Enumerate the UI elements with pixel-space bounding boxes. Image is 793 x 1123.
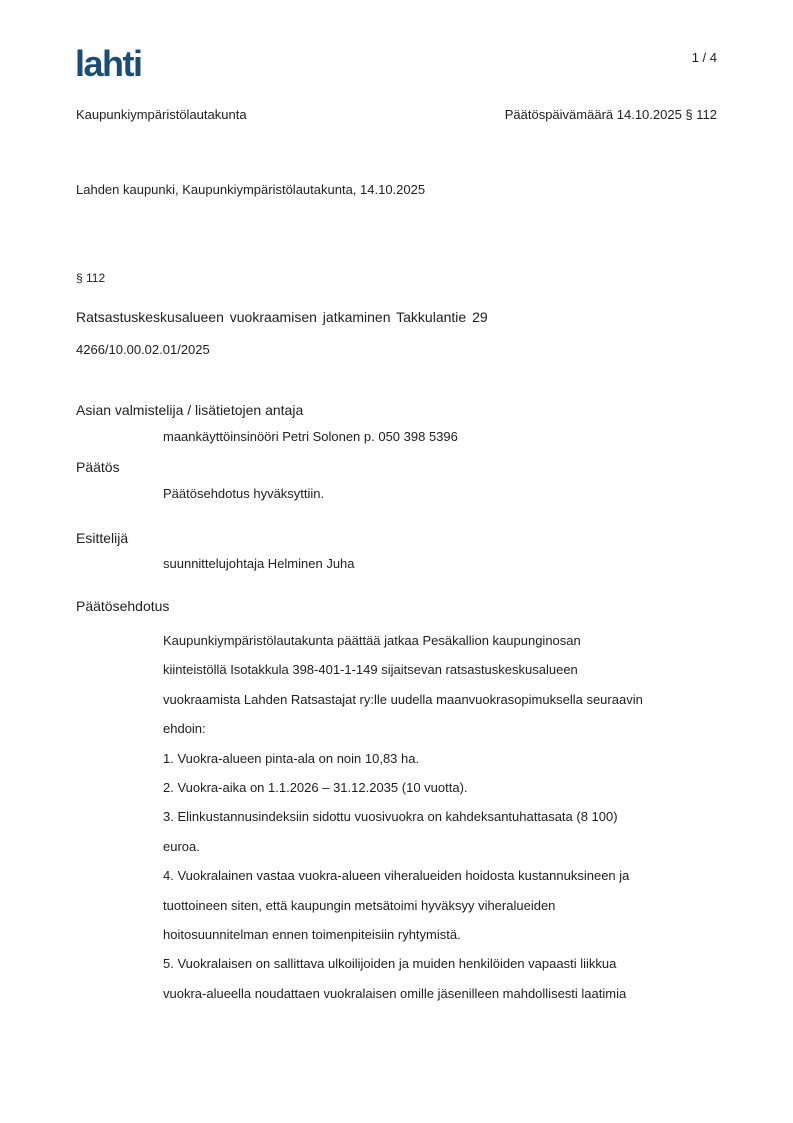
presenter-value: suunnittelujohtaja Helminen Juha — [163, 556, 355, 571]
proposal-line: ehdoin: — [163, 721, 206, 737]
decision-label: Päätös — [76, 459, 120, 475]
document-number: 4266/10.00.02.01/2025 — [76, 342, 210, 357]
proposal-line: hoitosuunnitelman ennen toimenpiteisiin ryhtymistä. — [163, 927, 461, 943]
proposal-item-1: 1. Vuokra-alueen pinta-ala on noin 10,83 ha. — [163, 750, 420, 766]
committee-name: Kaupunkiympäristölautakunta — [76, 107, 247, 122]
proposal-line: Kaupunkiympäristölautakunta päättää jatkaa Pesäkallion kaupunginosan — [163, 633, 581, 648]
proposal-line: tuottoineen siten, että kaupungin metsätoimi hyväksyy viheralueiden — [163, 897, 556, 913]
proposal-text — [163, 626, 723, 1008]
proposal-line: euroa. — [163, 838, 200, 854]
proposal-item-2: 2. Vuokra-aika on 1.1.2026 – 31.12.2035 (10 vuotta). — [163, 780, 468, 796]
page-number: 1 / 4 — [691, 50, 717, 65]
preparer-label: Asian valmistelija / lisätietojen antaja — [76, 402, 304, 418]
proposal-item-3: 3. Elinkustannusindeksiin sidottu vuosivuokra on kahdeksantuhattasata (8 100) — [163, 809, 618, 825]
case-title: Ratsastuskeskusalueen vuokraamisen jatkaminen Takkulantie 29 — [76, 309, 488, 325]
paragraph-number: § 112 — [76, 271, 106, 285]
proposal-item-5: 5. Vuokralaisen on sallittava ulkoilijoiden ja muiden henkilöiden vapaasti liikkua — [163, 956, 617, 972]
lahti-logo: lahti — [75, 43, 142, 84]
proposal-item-4: 4. Vuokralainen vastaa vuokra-alueen viheralueiden hoidosta kustannuksineen ja — [163, 868, 630, 884]
context-line: Lahden kaupunki, Kaupunkiympäristölautakunta, 14.10.2025 — [76, 182, 426, 197]
decision-date: Päätöspäivämäärä 14.10.2025 § 112 — [504, 107, 717, 122]
decision-value: Päätösehdotus hyväksyttiin. — [163, 486, 325, 501]
presenter-label: Esittelijä — [76, 530, 129, 546]
proposal-label: Päätösehdotus — [76, 598, 170, 614]
preparer-value: maankäyttöinsinööri Petri Solonen p. 050 398 5396 — [163, 429, 458, 444]
proposal-line: vuokra-alueella noudattaen vuokralaisen omille jäsenilleen mahdollisesti laatimia — [163, 985, 627, 1001]
proposal-line: vuokraamista Lahden Ratsastajat ry:lle uudella maanvuokrasopimuksella seuraavin — [163, 691, 643, 707]
proposal-line: kiinteistöllä Isotakkula 398-401-1-149 sijaitsevan ratsastuskeskusalueen — [163, 662, 578, 678]
